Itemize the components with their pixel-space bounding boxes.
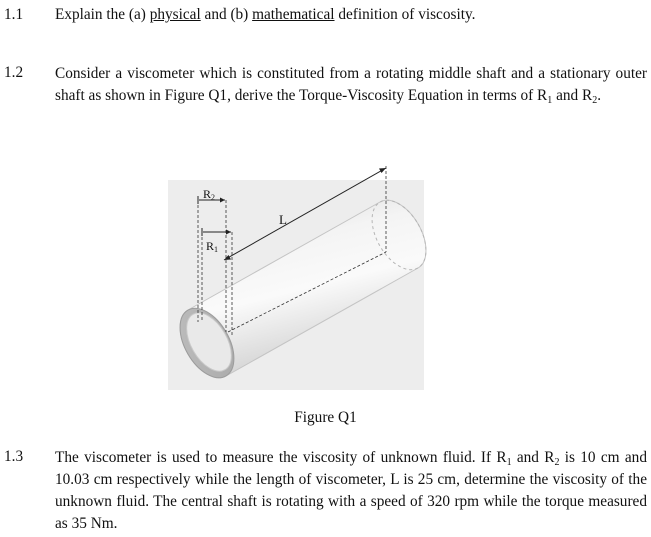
question-text: Explain the (a) physical and (b) mathematical definition of viscosity. bbox=[55, 6, 476, 23]
question-number: 1.1 bbox=[4, 6, 24, 23]
l-arrow-end-icon bbox=[379, 168, 386, 173]
r1-label: R1 bbox=[206, 239, 219, 254]
question-text: The viscometer is used to measure the viscosity of unknown fluid. If $R_1$ and $R_2$ is 10 cm and 10.03 cm respectively while the length of viscometer, L is 25 cm, determine the viscosity of the unknown fluid. The central shaft is rotating with a speed of 320 rpm while the torque measured as 35 Nm. bbox=[55, 449, 647, 532]
figure-caption: Figure Q1 bbox=[294, 409, 357, 426]
question-text: Consider a viscometer which is constituted from a rotating middle shaft and a stationary outer shaft as shown in Figure Q1, derive the Torque-Viscosity Equation in terms of $R_1$ and $R_2$. bbox=[55, 65, 647, 106]
r2-label: R2 bbox=[203, 187, 216, 202]
question-number: 1.2 bbox=[4, 64, 24, 81]
viscometer-figure bbox=[168, 160, 428, 400]
question-number: 1.3 bbox=[4, 448, 24, 465]
l-label: L bbox=[279, 212, 287, 227]
